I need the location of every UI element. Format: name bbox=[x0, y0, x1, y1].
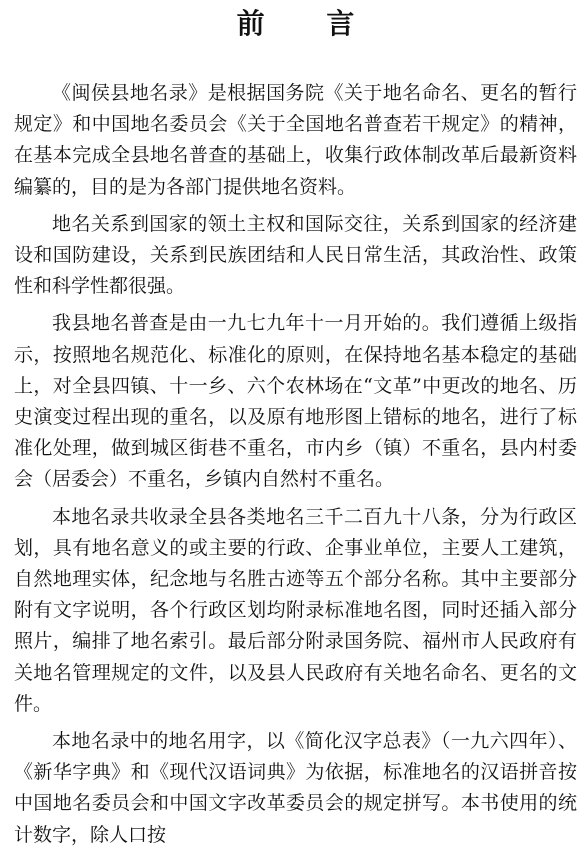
paragraph-survey-history: 我县地名普查是由一九七九年十一月开始的。我们遵循上级指示，按照地名规范化、标准化的原则，在保持地名基本稳定的基础上，对全县四镇、十一乡、六个农林场在“文革”中更改的地名、历史演变过程出现的重名，以及原有地形图上错标的地名，进行了标准化处理，做到城区街巷不重名，市内乡（镇）不重名，县内村委会（居委会）不重名，乡镇内自然村不重名。 bbox=[14, 312, 577, 491]
paragraph-importance: 地名关系到国家的领土主权和国际交往，关系到国家的经济建设和国防建设，关系到民族团结和人民日常生活，其政治性、政策性和科学性都很强。 bbox=[14, 212, 577, 298]
paragraph-standards: 本地名录中的地名用字，以《简化汉字总表》（一九六四年）、《新华字典》和《现代汉语词典》为依据，标准地名的汉语拼音按中国地名委员会和中国文字改革委员会的规定拼写。本书使用的统计数字，除人口按 bbox=[14, 730, 577, 846]
page-title: 前 言 bbox=[236, 7, 381, 40]
paragraph-contents: 本地名录共收录全县各类地名三千二百九十八条，分为行政区划，具有地名意义的或主要的行政、企事业单位，主要人工建筑，自然地理实体，纪念地与名胜古迹等五个部分名称。其中主要部分附有文字说明，各个行政区划均附录标准地名图，同时还插入部分照片，编排了地名索引。最后部分附录国务院、福州市人民政府有关地名管理规定的文件，以及县人民政府有关地名命名、更名的文件。 bbox=[14, 505, 577, 715]
paragraph-purpose: 《闽侯县地名录》是根据国务院《关于地名命名、更名的暂行规定》和中国地名委员会《关于全国地名普查若干规定》的精神，在基本完成全县地名普查的基础上，收集行政体制改革后最新资料编纂的，目的是为各部门提供地名资料。 bbox=[14, 82, 577, 198]
